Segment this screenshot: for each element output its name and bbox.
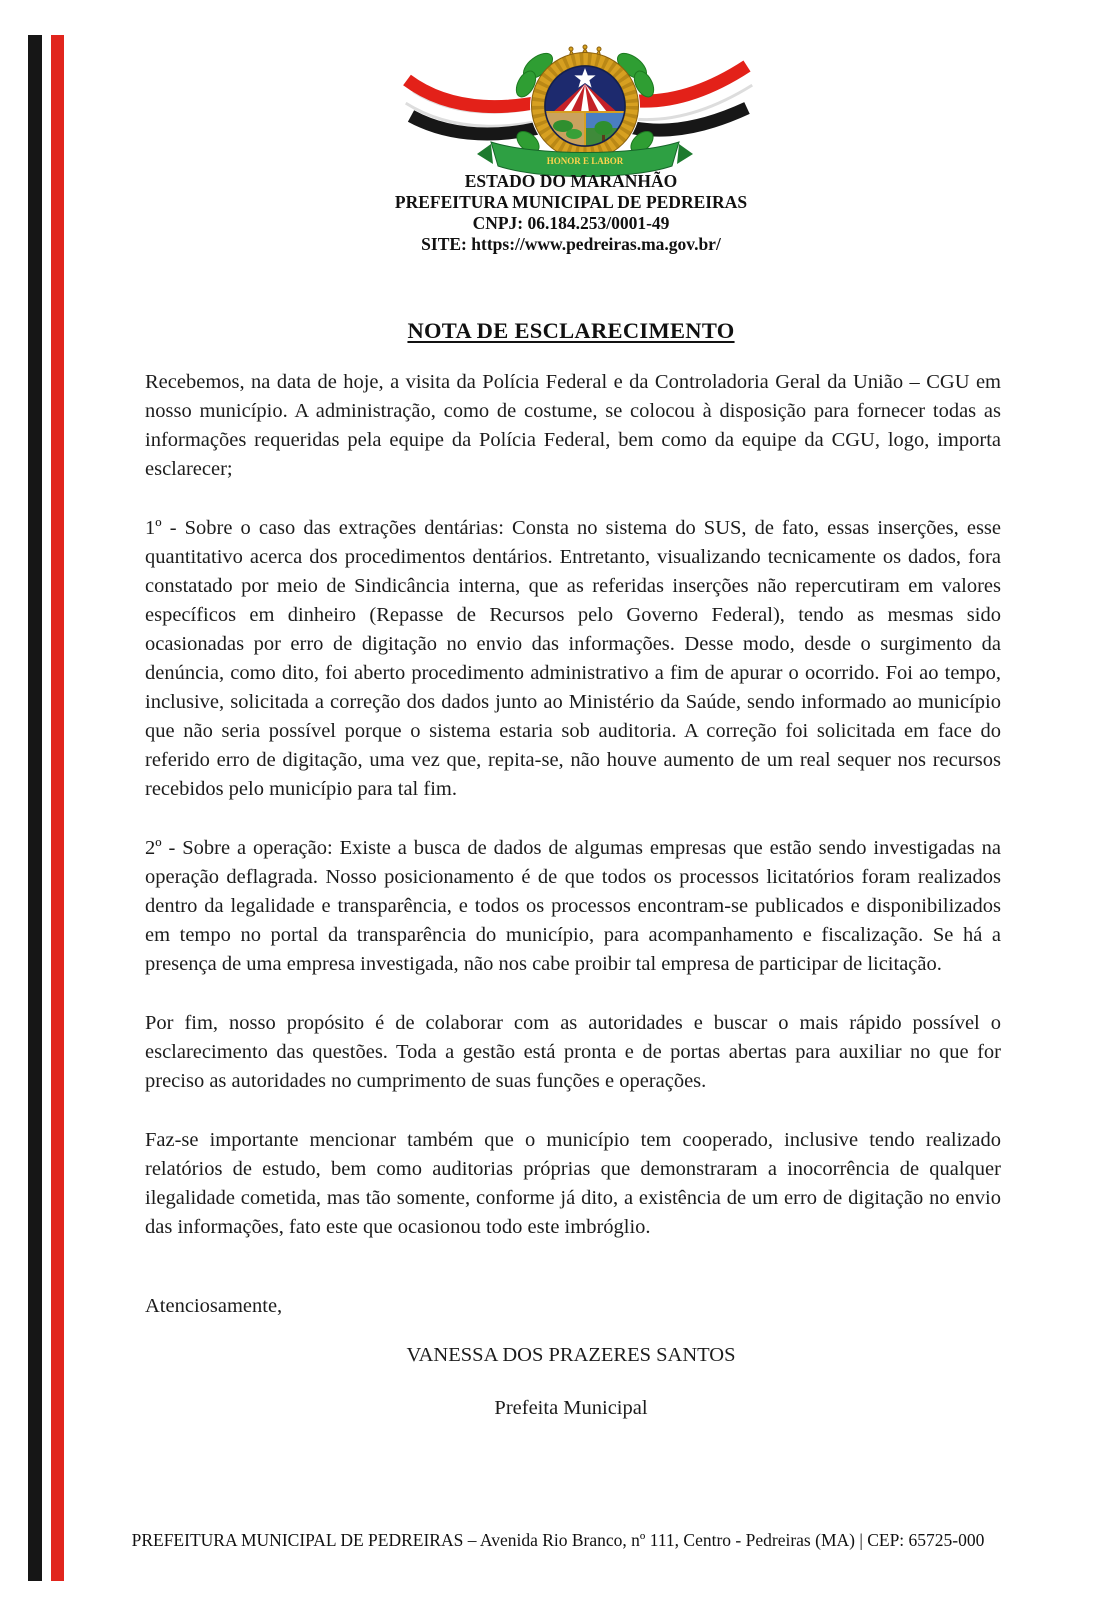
- crest-motto-text: HONOR E LABOR: [546, 156, 624, 166]
- paragraph-5: Faz-se importante mencionar também que o município tem cooperado, inclusive tendo realizado relatórios de estudo, bem como auditorias próprias que demonstraram a inocorrência de qualquer ilegalidade cometida, mas tão somente, conforme já dito, a existência de um erro de digitação no envio das informações, fato este que ocasionou todo este imbróglio.: [145, 1129, 1001, 1238]
- document-title: NOTA DE ESCLARECIMENTO: [407, 318, 735, 343]
- left-margin-black-bar: [28, 35, 42, 1581]
- signature-name: VANESSA DOS PRAZERES SANTOS: [406, 1344, 736, 1366]
- paragraph-4: Por fim, nosso propósito é de colaborar com as autoridades e buscar o mais rápido possível o esclarecimento das questões. Toda a gestão está pronta e de portas abertas para auxiliar no que for preciso as autoridades no cumprimento de suas funções e operações.: [145, 1012, 1001, 1092]
- paragraph-3: 2º - Sobre a operação: Existe a busca de dados de algumas empresas que estão sendo investigadas na operação deflagrada. Nosso posicionamento é de que todos os processos licitatórios foram realizados dentro da legalidade e transparência, e todos os processos encontram-se publicados e disponibilizados em tempo no portal da transparência do município, para acompanhamento e fiscalização. Se há a presença de uma empresa investigada, não nos cabe proibir tal empresa de participar de licitação.: [145, 837, 1001, 975]
- letterhead-site-line: SITE: https://www.pedreiras.ma.gov.br/: [421, 234, 721, 254]
- left-margin-red-bar: [51, 35, 64, 1581]
- letterhead-cnpj-line: CNPJ: 06.184.253/0001-49: [472, 213, 670, 233]
- closing-salutation: Atenciosamente,: [145, 1295, 283, 1317]
- paragraph-1: Recebemos, na data de hoje, a visita da Polícia Federal e da Controladoria Geral da União – CGU em nosso município. A administração, como de costume, se colocou à disposição para fornecer todas as informações requeridas pela equipe da Polícia Federal, bem como da equipe da CGU, logo, importa esclarecer;: [145, 371, 1001, 480]
- letterhead-org-line: PREFEITURA MUNICIPAL DE PEDREIRAS: [394, 192, 748, 212]
- signature-role: Prefeita Municipal: [494, 1397, 648, 1419]
- letterhead-state-line: ESTADO DO MARANHÃO: [464, 171, 678, 191]
- letterhead: [145, 171, 997, 255]
- footer-address: PREFEITURA MUNICIPAL DE PEDREIRAS – Avenida Rio Branco, nº 111, Centro - Pedreiras (MA) | CEP: 65725-000: [131, 1530, 985, 1550]
- coat-of-arms: [395, 40, 765, 180]
- document-body: [145, 368, 1001, 1272]
- paragraph-2: 1º - Sobre o caso das extrações dentárias: Consta no sistema do SUS, de fato, essas inserções, esse quantitativo acerca dos procedimentos dentários. Entretanto, visualizando tecnicamente os dados, fora constatado por meio de Sindicância interna, que as referidas inserções não repercutiram em valores específicos em dinheiro (Repasse de Recursos pelo Governo Federal), tendo as mesmas sido ocasionadas por erro de digitação no envio das informações. Desse modo, desde o surgimento da denúncia, como dito, foi aberto procedimento administrativo a fim de apurar o ocorrido. Foi ao tempo, inclusive, solicitada a correção dos dados junto ao Ministério da Saúde, sendo informado ao município que não seria possível porque o sistema estaria sob auditoria. A correção foi solicitada em face do referido erro de digitação, uma vez que, repita-se, não houve aumento de um real sequer nos recursos recebidos pelo município para tal fim.: [145, 517, 1001, 800]
